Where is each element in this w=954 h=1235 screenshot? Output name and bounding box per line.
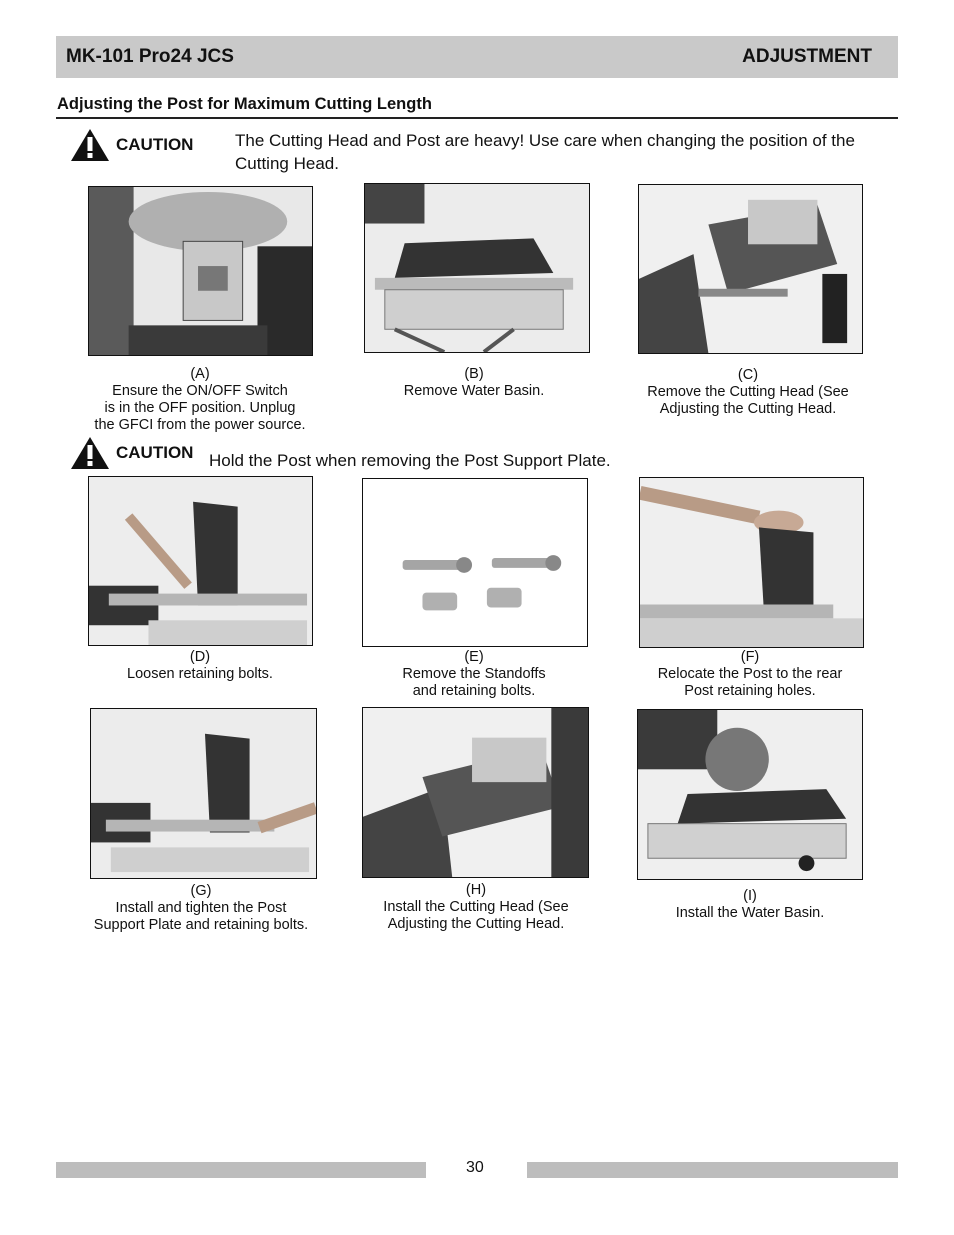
footer-bar-left xyxy=(56,1162,426,1178)
photo-i-install-basin xyxy=(637,709,863,880)
photo-e-standoffs-bolts xyxy=(362,478,588,647)
caption-e: (E) Remove the Standoffs and retaining bolts. xyxy=(402,649,546,699)
photo-c-cutting-head xyxy=(638,184,863,354)
page-number: 30 xyxy=(466,1159,484,1176)
caption-h: (H) Install the Cutting Head (See Adjusting the Cutting Head. xyxy=(383,882,569,932)
caution-label: CAUTION xyxy=(116,135,194,154)
photo-b-water-basin xyxy=(364,183,590,353)
warning-icon xyxy=(70,128,110,162)
model-title: MK-101 Pro24 JCS xyxy=(66,46,234,67)
caption-f: (F) Relocate the Post to the rear Post retaining holes. xyxy=(657,649,843,699)
caption-c: (C) Remove the Cutting Head (See Adjusting the Cutting Head. xyxy=(647,367,849,417)
chapter-title: ADJUSTMENT xyxy=(742,46,872,67)
warning-icon xyxy=(70,436,110,470)
caption-i: (I) Install the Water Basin. xyxy=(675,888,825,921)
photo-f-relocate-post xyxy=(639,477,864,648)
photo-g-install-plate xyxy=(90,708,317,879)
caution-text-1: The Cutting Head and Post are heavy! Use care when changing the position of the Cutting Head. xyxy=(235,131,855,173)
photo-d-loosen-bolts xyxy=(88,476,313,646)
caption-a: (A) Ensure the ON/OFF Switch is in the OFF position. Unplug the GFCI from the power source. xyxy=(94,366,306,433)
caption-d: (D) Loosen retaining bolts. xyxy=(127,649,273,682)
caution-block-2 xyxy=(70,436,193,470)
footer-bar-right xyxy=(527,1162,898,1178)
page-header xyxy=(56,36,898,78)
caution-block-1 xyxy=(70,128,193,162)
photo-h-install-cutting-head xyxy=(362,707,589,878)
caution-text-2: Hold the Post when removing the Post Support Plate. xyxy=(209,451,611,470)
section-title: Adjusting the Post for Maximum Cutting Length xyxy=(57,95,432,113)
photo-a-switch xyxy=(88,186,313,356)
caption-b: (B) Remove Water Basin. xyxy=(403,366,545,399)
section-divider xyxy=(56,117,898,119)
caption-g: (G) Install and tighten the Post Support Plate and retaining bolts. xyxy=(93,883,309,933)
caution-label: CAUTION xyxy=(116,443,194,462)
